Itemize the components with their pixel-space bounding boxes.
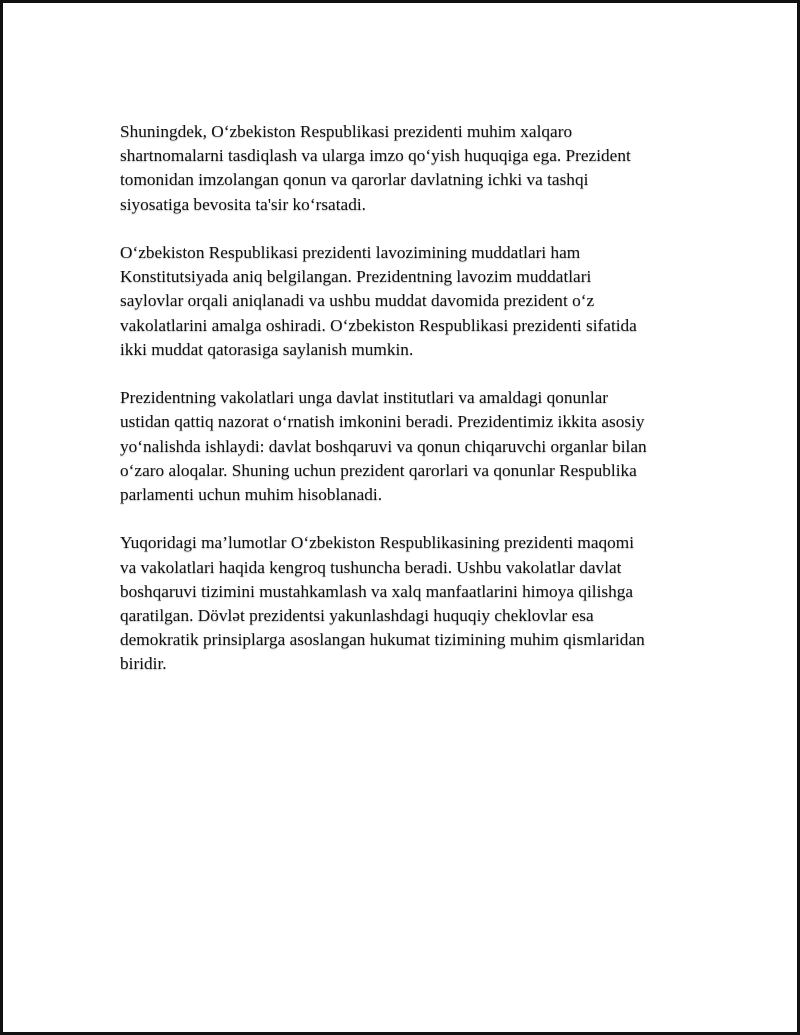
text-line: O‘zbekiston Respublikasi prezidenti lavozimining muddatlari ham [120,243,581,262]
text-line: va vakolatlari haqida kengroq tushuncha beradi. Ushbu vakolatlar davlat [120,557,622,577]
text-line: o‘zaro aloqalar. Shuning uchun prezident qarorlari va qonunlar Respublika [120,460,637,480]
text-line: siyosatiga bevosita ta'sir ko‘rsatadi. [120,194,366,214]
text-line: Konstitutsiyada aniq belgilangan. Prezidentning lavozim muddatlari [120,267,592,287]
text-line: vakolatlarini amalga oshiradi. O‘zbekiston Respublikasi prezidenti sifatida [120,315,637,335]
text-line: demokratik prinsiplarga asoslangan hukumat tizimining muhim qismlaridan [120,630,645,650]
text-line: Prezidentning vakolatlari unga davlat institutlari va amaldagi qonunlar [120,388,609,408]
text-line: saylovlar orqali aniqlanadi va ushbu muddat davomida prezident o‘z [120,291,595,311]
document-body [120,120,690,701]
text-line: yo‘nalishda ishlaydi: davlat boshqaruvi va qonun chiqaruvchi organlar bilan [120,436,647,456]
text-line: Shuningdek, O‘zbekiston Respublikasi prezidenti muhim xalqaro [120,122,573,141]
text-line: biridir. [120,654,167,674]
paragraph-1 [120,120,690,217]
text-line: ustidan qattiq nazorat o‘rnatish imkonini beradi. Prezidentimiz ikkita asosiy [120,412,645,432]
text-line: parlamenti uchun muhim hisoblanadi. [120,485,383,505]
paragraph-3 [120,386,690,507]
paragraph-2 [120,241,690,362]
text-line: shartnomalarni tasdiqlash va ularga imzo qo‘yish huquqiga ega. Prezident [120,146,631,166]
text-line: ikki muddat qatorasiga saylanish mumkin. [120,339,414,359]
paragraph-4 [120,531,690,676]
text-line: boshqaruvi tizimini mustahkamlash va xalq manfaatlarini himoya qilishga [120,581,634,601]
text-line: Yuqoridagi ma’lumotlar O‘zbekiston Respublikasining prezidenti maqomi [120,533,635,553]
text-line: qaratilgan. Dövlət prezidentsi yakunlashdagi huquqiy cheklovlar esa [120,606,594,626]
text-line: tomonidan imzolangan qonun va qarorlar davlatning ichki va tashqi [120,170,589,190]
